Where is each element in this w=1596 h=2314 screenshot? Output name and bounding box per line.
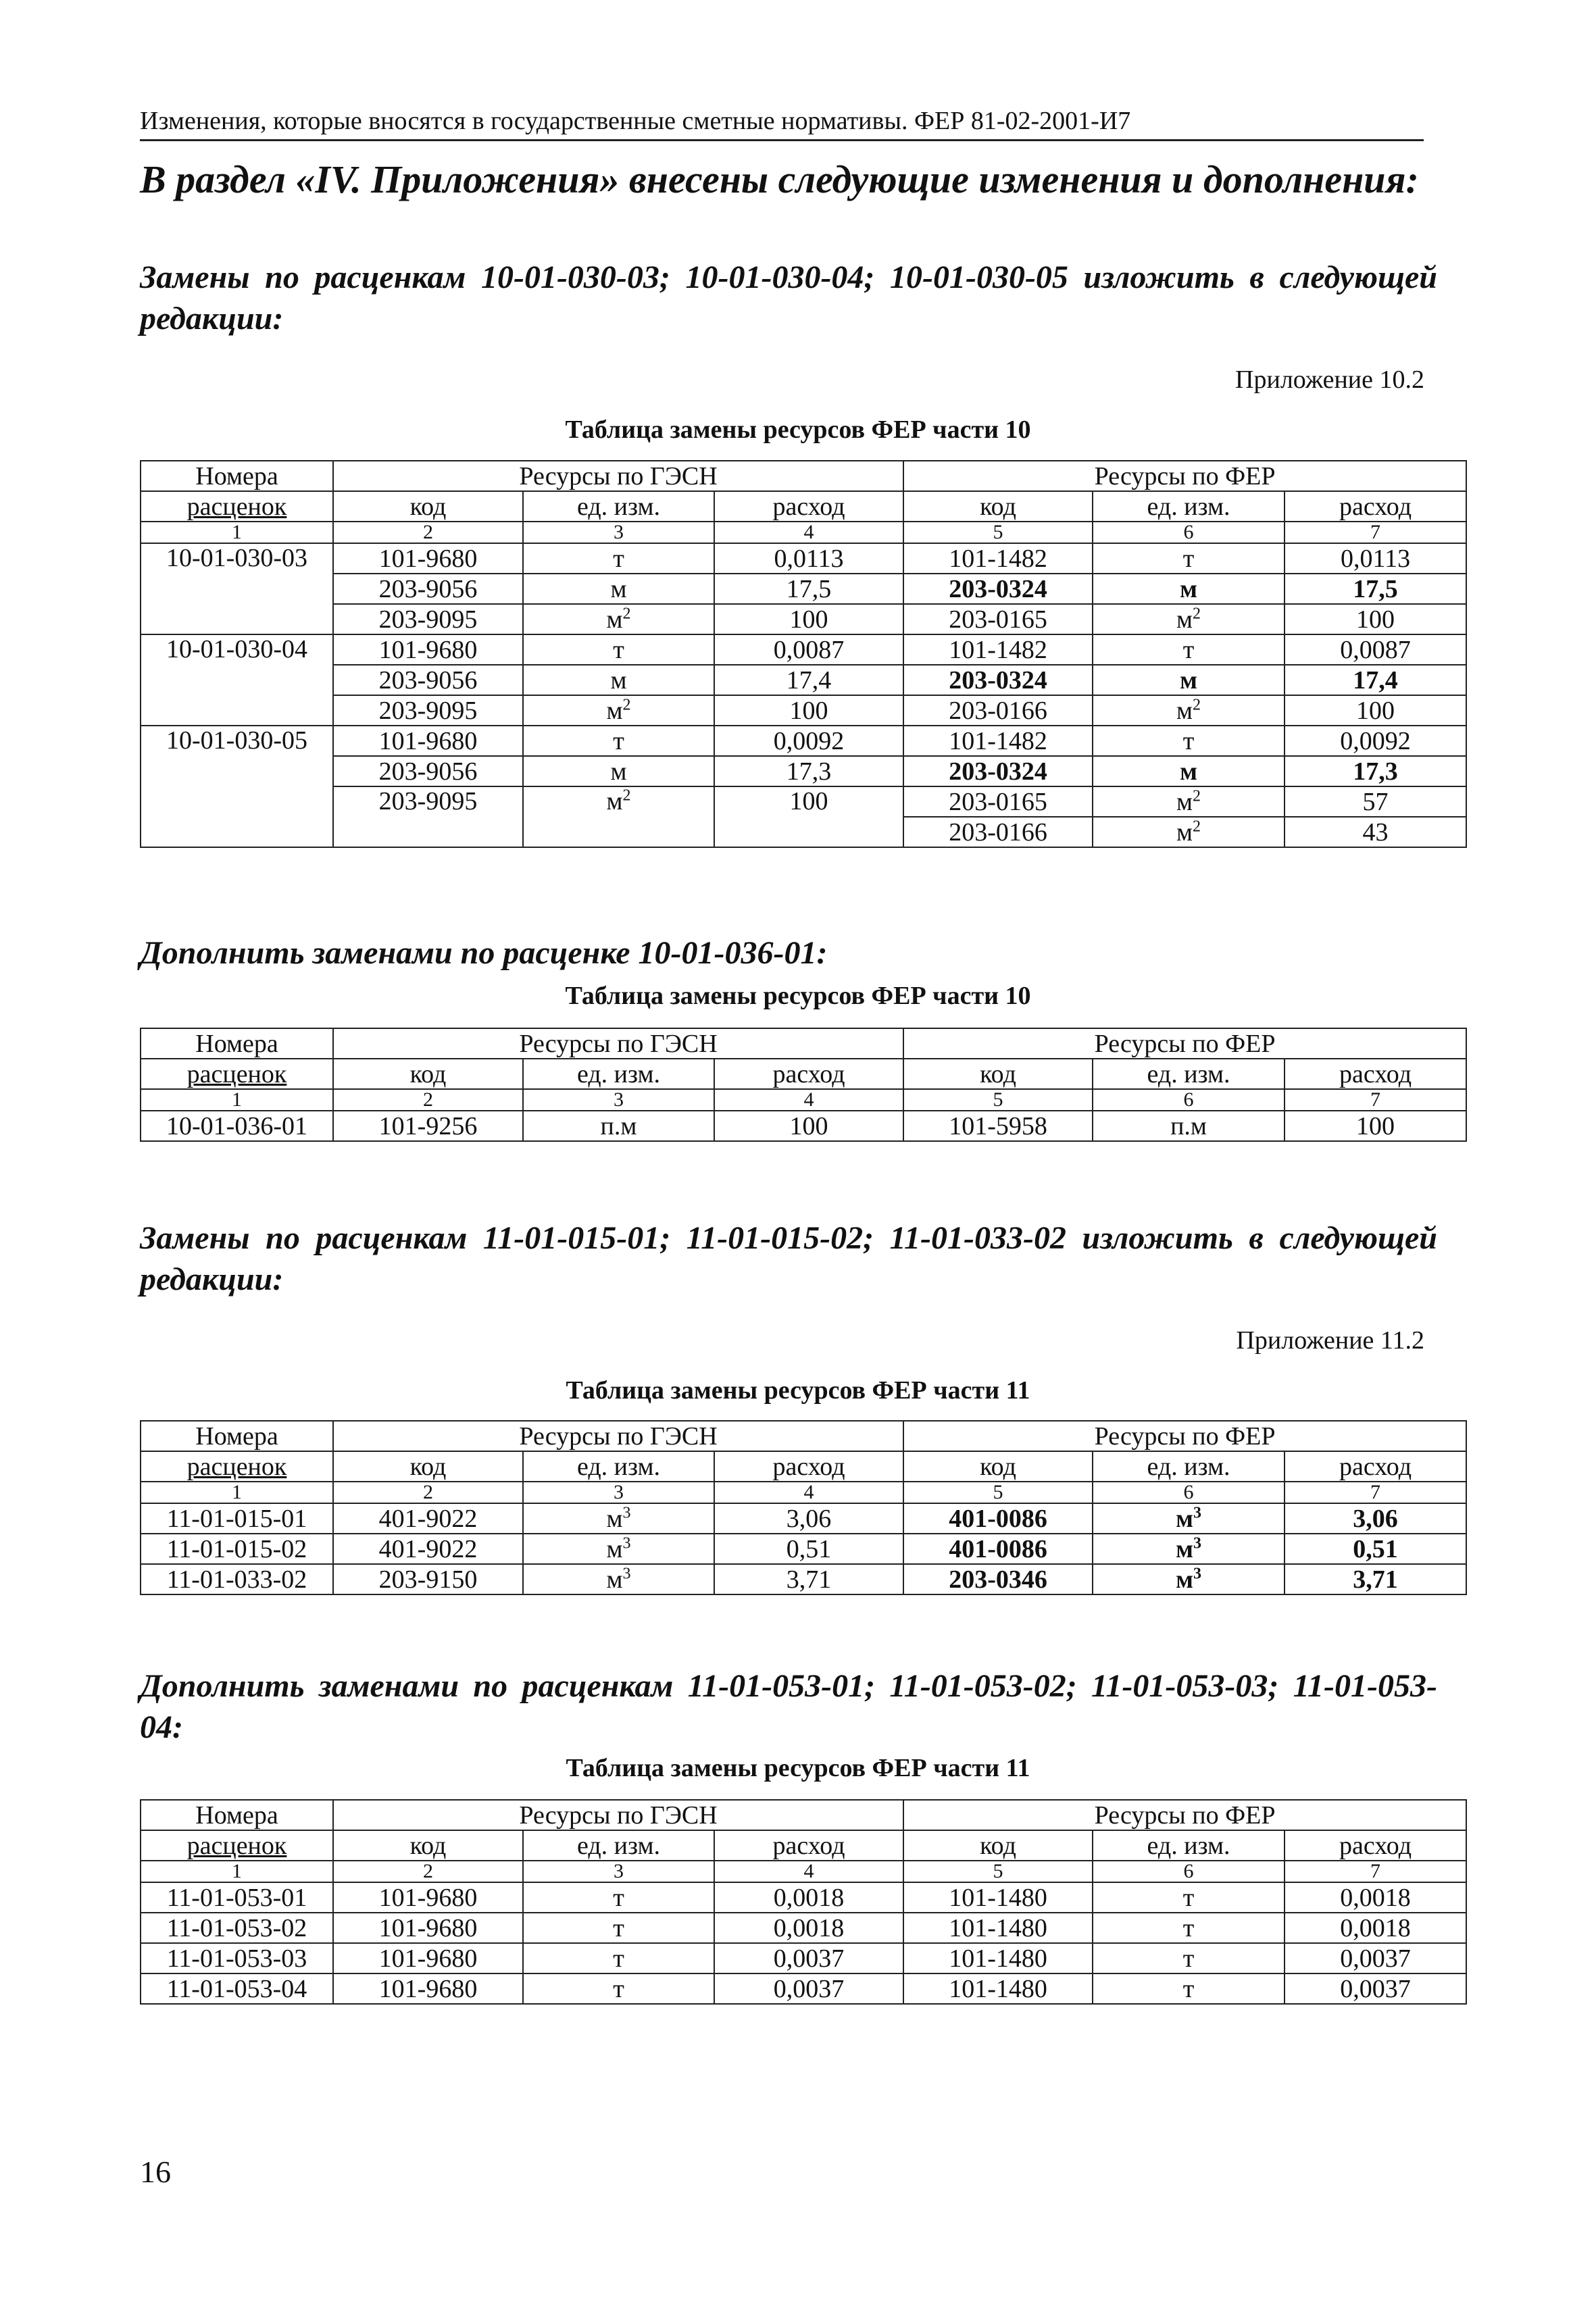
- section2-heading: Дополнить заменами по расценке 10-01-036-01:: [140, 935, 828, 971]
- cell: 17,4: [1285, 665, 1466, 695]
- cell: 100: [714, 604, 903, 634]
- table-row: [141, 756, 1466, 786]
- cell: $м^2$: [1093, 786, 1285, 817]
- col-num: 7: [1285, 522, 1466, 543]
- col-num: 4: [714, 1089, 903, 1111]
- col-num: 7: [1285, 1089, 1466, 1111]
- col-head-kod: код: [903, 1059, 1093, 1089]
- col-num: 6: [1093, 522, 1285, 543]
- col-head-nomera: Номера: [141, 461, 333, 491]
- appendix-label-10-2: Приложение 10.2: [1235, 366, 1424, 394]
- section3-heading-line2: редакции:: [140, 1261, 284, 1297]
- cell: $м^2$: [1093, 817, 1285, 847]
- col-head-rashod: расход: [1285, 1059, 1466, 1089]
- cell: т: [1093, 1943, 1285, 1973]
- col-head-ed: ед. изм.: [523, 1059, 714, 1089]
- col-head-gesn: Ресурсы по ГЭСН: [333, 1421, 903, 1451]
- table1: [140, 460, 1467, 848]
- col-head-rascenok: расценок: [141, 491, 333, 522]
- table1-caption: Таблица замены ресурсов ФЕР части 10: [565, 416, 1031, 444]
- col-num: 6: [1093, 1861, 1285, 1882]
- table3: [140, 1420, 1467, 1595]
- cell: 101-5958: [903, 1111, 1093, 1141]
- appendix-label-11-2: Приложение 11.2: [1236, 1326, 1424, 1355]
- cell: 0,51: [1285, 1534, 1466, 1564]
- col-head-fer: Ресурсы по ФЕР: [903, 1800, 1466, 1830]
- cell: 0,0087: [1285, 634, 1466, 665]
- col-head-rashod: расход: [714, 491, 903, 522]
- table3-caption: Таблица замены ресурсов ФЕР части 11: [566, 1376, 1030, 1405]
- table4-caption: Таблица замены ресурсов ФЕР части 11: [566, 1754, 1030, 1782]
- cell: 401-0086: [903, 1503, 1093, 1534]
- rate-cell: 11-01-053-02: [141, 1913, 333, 1943]
- col-head-rascenok: расценок: [141, 1830, 333, 1861]
- col-head-kod: код: [333, 491, 523, 522]
- cell: 0,0037: [1285, 1943, 1466, 1973]
- cell: 3,71: [1285, 1564, 1466, 1594]
- cell: 203-9095: [333, 604, 523, 634]
- cell: 101-9680: [333, 1973, 523, 2004]
- rate-cell: 11-01-053-04: [141, 1973, 333, 2004]
- cell: 17,3: [714, 756, 903, 786]
- col-head-kod: код: [333, 1830, 523, 1861]
- col-head-gesn: Ресурсы по ГЭСН: [333, 1028, 903, 1059]
- cell: м: [1093, 756, 1285, 786]
- cell: 0,0113: [714, 543, 903, 574]
- col-head-ed: ед. изм.: [1093, 1059, 1285, 1089]
- section3-heading-line1: Замены по расценкам 11-01-015-01; 11-01-015-02; 11-01-033-02 изложить в следующей: [140, 1220, 1437, 1256]
- col-num: 1: [141, 1089, 333, 1111]
- col-num: 6: [1093, 1482, 1285, 1503]
- col-head-gesn: Ресурсы по ГЭСН: [333, 1800, 903, 1830]
- cell: 203-9095: [333, 695, 523, 726]
- cell: т: [523, 634, 714, 665]
- table-row: [141, 1913, 1466, 1943]
- col-num: 1: [141, 1861, 333, 1882]
- col-head-kod: код: [333, 1059, 523, 1089]
- table2: [140, 1028, 1467, 1142]
- col-num: 2: [333, 1089, 523, 1111]
- cell: 17,3: [1285, 756, 1466, 786]
- section4-heading-line2: 04:: [140, 1709, 183, 1745]
- cell: м: [523, 574, 714, 604]
- cell: 0,0018: [1285, 1913, 1466, 1943]
- cell: 101-1482: [903, 543, 1093, 574]
- col-head-nomera: Номера: [141, 1421, 333, 1451]
- table-row: [141, 1503, 1466, 1534]
- table-row: [141, 726, 1466, 756]
- rate-cell: 10-01-030-03: [141, 543, 333, 634]
- cell: $м^2$: [1093, 695, 1285, 726]
- cell: т: [1093, 1973, 1285, 2004]
- col-num: 7: [1285, 1861, 1466, 1882]
- cell: 101-9680: [333, 634, 523, 665]
- cell: $м^3$: [1093, 1534, 1285, 1564]
- cell: 100: [1285, 1111, 1466, 1141]
- col-head-kod: код: [903, 491, 1093, 522]
- cell: 203-0324: [903, 574, 1093, 604]
- col-num: 5: [903, 1089, 1093, 1111]
- cell: $м^3$: [1093, 1503, 1285, 1534]
- col-num: 2: [333, 522, 523, 543]
- cell: $м^3$: [523, 1503, 714, 1534]
- col-num: 4: [714, 1861, 903, 1882]
- table-row: [141, 1111, 1466, 1141]
- col-head-rashod: расход: [714, 1059, 903, 1089]
- cell: 401-9022: [333, 1503, 523, 1534]
- col-num: 2: [333, 1861, 523, 1882]
- col-num: 3: [523, 1861, 714, 1882]
- cell: 0,0037: [1285, 1973, 1466, 2004]
- table-row: [141, 1943, 1466, 1973]
- col-head-kod: код: [903, 1830, 1093, 1861]
- cell: 401-0086: [903, 1534, 1093, 1564]
- cell: $м^2$: [523, 604, 714, 634]
- rate-cell: 10-01-030-05: [141, 726, 333, 847]
- cell: 43: [1285, 817, 1466, 847]
- cell: 0,0037: [714, 1943, 903, 1973]
- table-row: [141, 786, 1466, 817]
- cell: $м^3$: [1093, 1564, 1285, 1594]
- col-head-gesn: Ресурсы по ГЭСН: [333, 461, 903, 491]
- cell: 100: [714, 786, 903, 847]
- cell: 17,5: [1285, 574, 1466, 604]
- table-row: [141, 604, 1466, 634]
- col-head-rascenok: расценок: [141, 1059, 333, 1089]
- table-row: [141, 1564, 1466, 1594]
- table-row: [141, 1882, 1466, 1913]
- cell: 401-9022: [333, 1534, 523, 1564]
- cell: $м^3$: [523, 1534, 714, 1564]
- cell: 100: [1285, 604, 1466, 634]
- cell: $м^2$: [1093, 604, 1285, 634]
- col-num: 1: [141, 1482, 333, 1503]
- col-head-ed: ед. изм.: [523, 491, 714, 522]
- col-head-nomera: Номера: [141, 1028, 333, 1059]
- table-row: [141, 634, 1466, 665]
- rate-cell: 11-01-015-02: [141, 1534, 333, 1564]
- cell: 101-1480: [903, 1882, 1093, 1913]
- cell: п.м: [1093, 1111, 1285, 1141]
- col-head-ed: ед. изм.: [523, 1451, 714, 1482]
- col-num: 7: [1285, 1482, 1466, 1503]
- cell: 203-9056: [333, 665, 523, 695]
- cell: 0,0037: [714, 1973, 903, 2004]
- col-head-nomera: Номера: [141, 1800, 333, 1830]
- cell: $м^3$: [523, 1564, 714, 1594]
- col-num: 6: [1093, 1089, 1285, 1111]
- cell: м: [523, 665, 714, 695]
- section1-heading-line1: Замены по расценкам 10-01-030-03; 10-01-030-04; 10-01-030-05 изложить в следующей: [140, 259, 1437, 295]
- col-head-rashod: расход: [1285, 1451, 1466, 1482]
- table2-caption: Таблица замены ресурсов ФЕР части 10: [565, 982, 1031, 1010]
- cell: 0,0087: [714, 634, 903, 665]
- cell: 101-1480: [903, 1943, 1093, 1973]
- cell: т: [1093, 634, 1285, 665]
- cell: 203-9056: [333, 756, 523, 786]
- col-head-ed: ед. изм.: [1093, 1451, 1285, 1482]
- cell: 0,0113: [1285, 543, 1466, 574]
- cell: 203-9095: [333, 786, 523, 847]
- cell: т: [1093, 726, 1285, 756]
- col-head-fer: Ресурсы по ФЕР: [903, 461, 1466, 491]
- cell: т: [1093, 543, 1285, 574]
- cell: $м^2$: [523, 786, 714, 847]
- cell: 17,4: [714, 665, 903, 695]
- col-num: 4: [714, 1482, 903, 1503]
- cell: 100: [714, 1111, 903, 1141]
- col-num: 2: [333, 1482, 523, 1503]
- col-num: 1: [141, 522, 333, 543]
- col-head-fer: Ресурсы по ФЕР: [903, 1421, 1466, 1451]
- col-head-kod: код: [903, 1451, 1093, 1482]
- cell: 101-9680: [333, 1913, 523, 1943]
- table-row: [141, 543, 1466, 574]
- cell: т: [523, 1973, 714, 2004]
- cell: 203-0166: [903, 817, 1093, 847]
- col-head-rashod: расход: [1285, 1830, 1466, 1861]
- cell: 3,06: [714, 1503, 903, 1534]
- cell: 203-0346: [903, 1564, 1093, 1594]
- cell: 101-9680: [333, 1943, 523, 1973]
- cell: 0,0018: [714, 1882, 903, 1913]
- section4-heading-line1: Дополнить заменами по расценкам 11-01-053-01; 11-01-053-02; 11-01-053-03; 11-01-053-: [140, 1668, 1437, 1704]
- table4: [140, 1799, 1467, 2005]
- cell: т: [1093, 1913, 1285, 1943]
- running-header: Изменения, которые вносятся в государственные сметные нормативы. ФЕР 81-02-2001-И7: [140, 107, 1424, 141]
- table-row: [141, 695, 1466, 726]
- col-num: 4: [714, 522, 903, 543]
- col-head-ed: ед. изм.: [1093, 1830, 1285, 1861]
- cell: 17,5: [714, 574, 903, 604]
- col-head-fer: Ресурсы по ФЕР: [903, 1028, 1466, 1059]
- col-num: 3: [523, 1089, 714, 1111]
- col-head-rashod: расход: [714, 1830, 903, 1861]
- cell: м: [1093, 574, 1285, 604]
- rate-cell: 10-01-036-01: [141, 1111, 333, 1141]
- cell: 203-0165: [903, 604, 1093, 634]
- cell: 101-1482: [903, 726, 1093, 756]
- cell: 203-0165: [903, 786, 1093, 817]
- col-num: 3: [523, 522, 714, 543]
- cell: п.м: [523, 1111, 714, 1141]
- rate-cell: 11-01-033-02: [141, 1564, 333, 1594]
- col-head-kod: код: [333, 1451, 523, 1482]
- cell: 0,0092: [714, 726, 903, 756]
- col-num: 5: [903, 1482, 1093, 1503]
- col-num: 5: [903, 1861, 1093, 1882]
- cell: 0,51: [714, 1534, 903, 1564]
- cell: 101-1482: [903, 634, 1093, 665]
- cell: 203-0324: [903, 756, 1093, 786]
- rate-cell: 11-01-015-01: [141, 1503, 333, 1534]
- col-head-rashod: расход: [714, 1451, 903, 1482]
- main-heading: В раздел «IV. Приложения» внесены следующие изменения и дополнения:: [140, 157, 1419, 201]
- cell: 57: [1285, 786, 1466, 817]
- rate-cell: 11-01-053-03: [141, 1943, 333, 1973]
- cell: 101-9680: [333, 543, 523, 574]
- col-head-rashod: расход: [1285, 491, 1466, 522]
- cell: 101-9680: [333, 726, 523, 756]
- col-head-ed: ед. изм.: [523, 1830, 714, 1861]
- cell: 203-9150: [333, 1564, 523, 1594]
- page-number: 16: [140, 2155, 171, 2189]
- cell: т: [523, 1913, 714, 1943]
- cell: 101-1480: [903, 1973, 1093, 2004]
- cell: т: [523, 543, 714, 574]
- cell: т: [523, 1882, 714, 1913]
- col-num: 3: [523, 1482, 714, 1503]
- cell: т: [523, 726, 714, 756]
- section1-heading-line2: редакции:: [140, 301, 284, 336]
- table-row: [141, 1973, 1466, 2004]
- cell: 203-9056: [333, 574, 523, 604]
- cell: 0,0092: [1285, 726, 1466, 756]
- cell: 0,0018: [1285, 1882, 1466, 1913]
- col-head-rascenok: расценок: [141, 1451, 333, 1482]
- cell: $м^2$: [523, 695, 714, 726]
- col-num: 5: [903, 522, 1093, 543]
- table-row: [141, 665, 1466, 695]
- cell: м: [523, 756, 714, 786]
- cell: м: [1093, 665, 1285, 695]
- cell: 101-1480: [903, 1913, 1093, 1943]
- col-head-ed: ед. изм.: [1093, 491, 1285, 522]
- table-row: [141, 574, 1466, 604]
- cell: 3,06: [1285, 1503, 1466, 1534]
- cell: т: [523, 1943, 714, 1973]
- cell: т: [1093, 1882, 1285, 1913]
- cell: 0,0018: [714, 1913, 903, 1943]
- cell: 100: [1285, 695, 1466, 726]
- cell: 100: [714, 695, 903, 726]
- rate-cell: 10-01-030-04: [141, 634, 333, 726]
- cell: 101-9256: [333, 1111, 523, 1141]
- table-row: [141, 1534, 1466, 1564]
- cell: 203-0166: [903, 695, 1093, 726]
- rate-cell: 11-01-053-01: [141, 1882, 333, 1913]
- cell: 101-9680: [333, 1882, 523, 1913]
- cell: 203-0324: [903, 665, 1093, 695]
- cell: 3,71: [714, 1564, 903, 1594]
